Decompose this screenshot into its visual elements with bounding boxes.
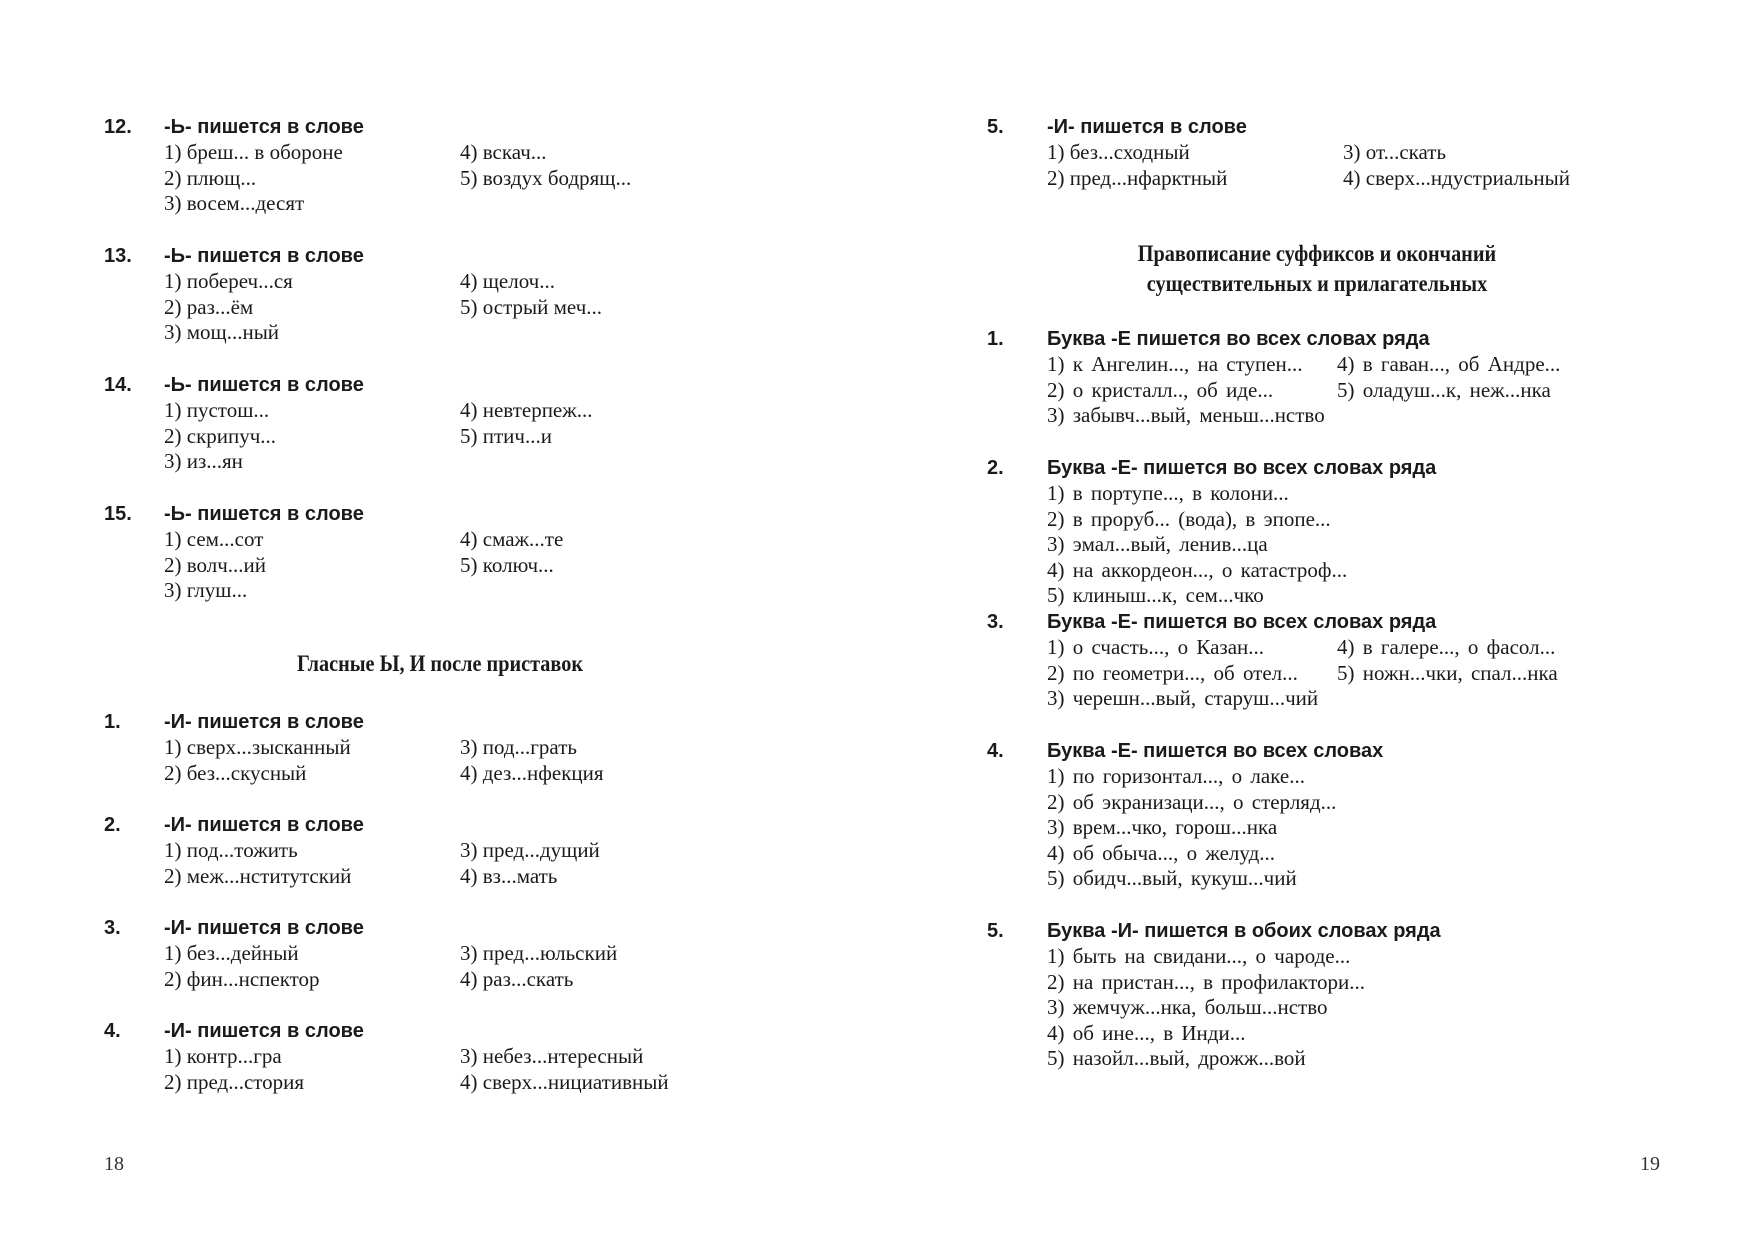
option-3: 3) пред...дущий — [460, 838, 600, 862]
option-4: 4) сверх...нициативный — [460, 1069, 669, 1094]
suffix-question-3 — [987, 609, 1558, 710]
question-13 — [104, 243, 603, 344]
question-prompt: -Ь- пишется в слове — [164, 374, 364, 396]
option-5: 5) обидч...вый, кукуш...чий — [1047, 866, 1297, 890]
option-2: 2) в проруб... (вода), в эпопе... — [1047, 506, 1331, 531]
option-3: 3) эмал...вый, ленив...ца — [1047, 532, 1268, 556]
option-4: 4) щелоч... — [460, 269, 555, 293]
prefix-question-4 — [104, 1018, 669, 1094]
option-5: 5) воздух бодрящ... — [460, 165, 632, 190]
option-2: 2) скрипуч... — [164, 423, 277, 448]
question-number: 4. — [104, 1020, 121, 1042]
option-3: 3) мощ...ный — [164, 320, 280, 344]
option-1: 1) без...дейный — [164, 941, 299, 965]
option-3: 3) восем...десят — [164, 191, 305, 215]
option-1: 1) пустош... — [164, 398, 270, 422]
prefix-question-5 — [987, 114, 1570, 190]
option-4: 4) в галере..., о фасол... — [1337, 635, 1556, 659]
question-number: 12. — [104, 116, 132, 138]
question-prompt: Буква -И- пишется в обоих словах ряда — [1047, 920, 1441, 942]
option-1: 1) под...тожить — [164, 838, 298, 862]
option-4: 4) раз...скать — [460, 966, 574, 991]
question-prompt: Буква -Е- пишется во всех словах — [1047, 740, 1384, 762]
option-2: 2) фин...нспектор — [164, 966, 320, 991]
option-2: 2) без...скусный — [164, 760, 307, 785]
question-prompt: -Ь- пишется в слове — [164, 503, 364, 525]
question-prompt: -И- пишется в слове — [164, 814, 364, 836]
option-4: 4) смаж...те — [460, 527, 564, 551]
question-prompt: -И- пишется в слове — [1047, 116, 1247, 138]
question-number: 14. — [104, 374, 132, 396]
prefix-question-1 — [104, 709, 604, 785]
option-4: 4) об обыча..., о желуд... — [1047, 840, 1275, 865]
option-3: 3) из...ян — [164, 449, 243, 473]
option-5: 5) птич...и — [460, 423, 552, 448]
option-3: 3) пред...юльский — [460, 941, 618, 965]
question-number: 5. — [987, 920, 1004, 942]
option-2: 2) о кристалл.., об иде... — [1047, 377, 1274, 402]
option-4: 4) вз...мать — [460, 863, 558, 888]
option-4: 4) на аккордеон..., о катастроф... — [1047, 557, 1348, 582]
question-prompt: -Ь- пишется в слове — [164, 245, 364, 267]
left-page — [0, 0, 877, 1240]
option-4: 4) вскач... — [460, 140, 547, 164]
option-3: 3) забывч...вый, меньш...нство — [1047, 403, 1325, 427]
option-5: 5) острый меч... — [460, 294, 603, 319]
question-number: 13. — [104, 245, 132, 267]
option-4: 4) об ине..., в Инди... — [1047, 1020, 1246, 1045]
question-12 — [104, 114, 632, 215]
option-4: 4) в гаван..., об Андре... — [1337, 352, 1561, 376]
section-title-line-2: существительных и прилагательных — [1146, 271, 1488, 296]
option-5: 5) колюч... — [460, 552, 554, 577]
option-2: 2) меж...нститутский — [164, 863, 352, 888]
suffix-question-2 — [987, 455, 1437, 607]
option-3: 3) небез...нтересный — [460, 1044, 644, 1068]
option-5: 5) ножн...чки, спал...нка — [1337, 660, 1558, 685]
question-prompt: Буква -Е- пишется во всех словах ряда — [1047, 457, 1437, 479]
question-number: 2. — [104, 814, 121, 836]
option-3: 3) жемчуж...нка, больш...нство — [1047, 995, 1328, 1019]
section-title: Гласные Ы, И после приставок — [297, 651, 583, 676]
question-prompt: -И- пишется в слове — [164, 711, 364, 733]
question-prompt: -И- пишется в слове — [164, 917, 364, 939]
question-number: 3. — [104, 917, 121, 939]
question-number: 1. — [987, 328, 1004, 350]
option-4: 4) дез...нфекция — [460, 760, 604, 785]
section-title-line-1: Правописание суффиксов и окончаний — [1137, 241, 1497, 266]
option-3: 3) черешн...вый, старуш...чий — [1047, 686, 1319, 710]
option-1: 1) быть на свидани..., о чароде... — [1047, 944, 1351, 968]
option-1: 1) побереч...ся — [164, 269, 293, 293]
question-number: 3. — [987, 611, 1004, 633]
option-3: 3) врем...чко, горош...нка — [1047, 815, 1278, 839]
question-number: 4. — [987, 740, 1004, 762]
option-1: 1) в портупе..., в колони... — [1047, 481, 1289, 505]
suffix-question-5 — [987, 918, 1441, 1070]
question-prompt: -И- пишется в слове — [164, 1020, 364, 1042]
option-1: 1) бреш... в обороне — [164, 140, 343, 164]
option-2: 2) об экранизаци..., о стерляд... — [1047, 789, 1337, 814]
suffix-question-4 — [987, 738, 1384, 890]
option-5: 5) оладуш...к, неж...нка — [1337, 377, 1551, 402]
option-2: 2) раз...ём — [164, 294, 254, 319]
page-number: 19 — [1640, 1153, 1660, 1175]
question-prompt: Буква -Е- пишется во всех словах ряда — [1047, 611, 1437, 633]
page-number: 18 — [104, 1153, 124, 1175]
option-2: 2) на пристан..., в профилактори... — [1047, 969, 1365, 994]
option-4: 4) сверх...ндустриальный — [1343, 165, 1570, 190]
prefix-question-2 — [104, 812, 600, 888]
option-2: 2) пред...нфарктный — [1047, 165, 1228, 190]
question-number: 15. — [104, 503, 132, 525]
option-3: 3) глуш... — [164, 578, 248, 602]
option-1: 1) без...сходный — [1047, 140, 1190, 164]
option-5: 5) клиныш...к, сем...чко — [1047, 583, 1264, 607]
question-prompt: Буква -Е пишется во всех словах ряда — [1047, 328, 1430, 350]
question-number: 2. — [987, 457, 1004, 479]
prefix-question-3 — [104, 915, 618, 991]
option-1: 1) сверх...зысканный — [164, 735, 351, 759]
option-2: 2) волч...ий — [164, 552, 267, 577]
option-2: 2) пред...стория — [164, 1069, 305, 1094]
option-2: 2) по геометри..., об отел... — [1047, 660, 1298, 685]
option-1: 1) сем...сот — [164, 527, 264, 551]
option-3: 3) от...скать — [1343, 140, 1447, 164]
question-14 — [104, 372, 593, 473]
question-number: 1. — [104, 711, 121, 733]
option-3: 3) под...грать — [460, 735, 577, 759]
option-1: 1) контр...гра — [164, 1044, 282, 1068]
suffix-question-1 — [987, 326, 1561, 427]
right-page — [877, 0, 1755, 1240]
question-prompt: -Ь- пишется в слове — [164, 116, 364, 138]
option-1: 1) о счасть..., о Казан... — [1047, 635, 1265, 659]
option-4: 4) невтерпеж... — [460, 398, 593, 422]
option-1: 1) по горизонтал..., о лаке... — [1047, 764, 1305, 788]
option-5: 5) назойл...вый, дрожж...вой — [1047, 1046, 1306, 1070]
question-number: 5. — [987, 116, 1004, 138]
option-2: 2) плющ... — [164, 165, 257, 190]
question-15 — [104, 501, 564, 602]
option-1: 1) к Ангелин..., на ступен... — [1047, 352, 1303, 376]
